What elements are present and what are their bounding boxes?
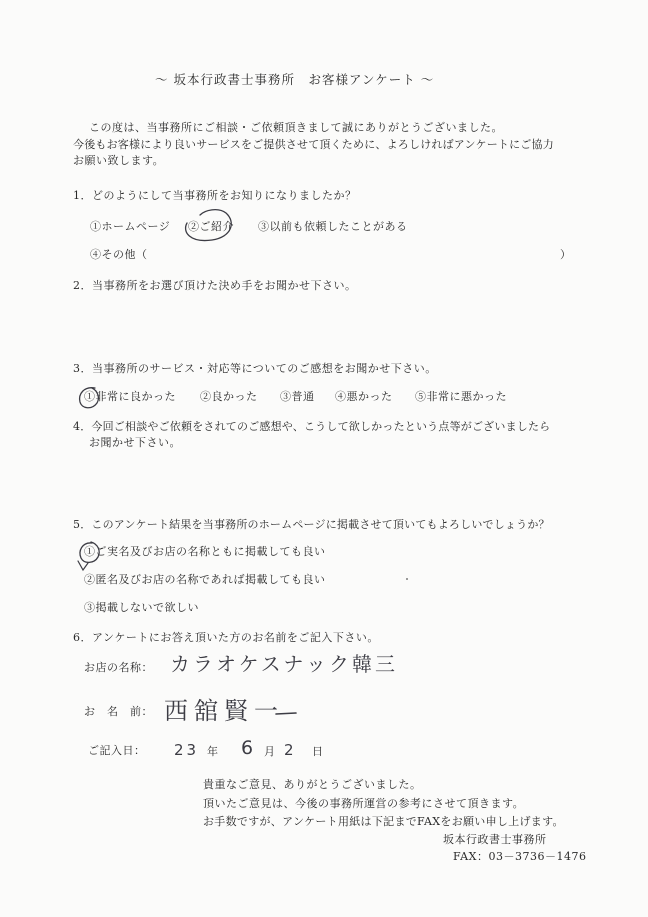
publish-circle-mark — [80, 542, 99, 562]
q3-option-very-bad: ⑤非常に悪かった — [415, 390, 507, 403]
q1-option-other-close: ） — [560, 248, 572, 261]
referral-circle-mark — [186, 210, 232, 241]
customer-name-handwritten: 西舘賢一 — [164, 697, 284, 725]
stray-dot — [406, 578, 408, 580]
q1-option-previous: ③以前も依頼したことがある — [258, 220, 408, 233]
q5-option-no-publish: ③掲載しないで欲しい — [84, 601, 199, 614]
q1-option-homepage: ①ホームページ — [90, 220, 171, 233]
year-label: 年 — [207, 745, 219, 758]
footer-fax-number: FAX：03－3736－1476 — [453, 850, 587, 863]
q3-option-average: ③普通 — [280, 390, 315, 403]
date-day-handwritten: 2 — [284, 741, 297, 759]
q2-question: 2．当事務所をお選び頂けた決め手をお聞かせ下さい。 — [73, 279, 357, 292]
footer-fax-request: お手数ですが、アンケート用紙は下記までFAXをお願い申し上げます。 — [203, 815, 564, 828]
q5-question: 5．このアンケート結果を当事務所のホームページに掲載させて頂いてもよろしいでしょうか？ — [73, 518, 550, 531]
customer-name-label: お 名 前： — [84, 705, 153, 718]
footer-office-name: 坂本行政書士事務所 — [443, 833, 547, 846]
q3-question: 3．当事務所のサービス・対応等についてのご感想をお聞かせ下さい。 — [73, 362, 437, 375]
q3-option-bad: ④悪かった — [335, 390, 393, 403]
intro-line-1: この度は、当事務所にご相談・ご依頼頂きまして誠にありがとうございました。 — [89, 121, 503, 134]
q5-option-full-name: ①ご実名及びお店の名称ともに掲載しても良い — [84, 545, 326, 558]
intro-line-3: お願い致します。 — [73, 154, 165, 167]
q1-option-referral: ②ご紹介 — [188, 220, 234, 233]
date-label: ご記入日： — [88, 744, 146, 757]
q6-question: 6．アンケートにお答え頂いた方のお名前をご記入下さい。 — [73, 631, 379, 644]
month-label: 月 — [264, 745, 276, 758]
q3-option-very-good: ①非常に良かった — [84, 390, 176, 403]
day-label: 日 — [312, 745, 324, 758]
footer-thanks: 貴重なご意見、ありがとうございました。 — [203, 778, 422, 791]
name-underline-dash — [276, 713, 296, 714]
q1-option-other: ④その他（ — [90, 248, 148, 261]
date-month-handwritten: 6 — [241, 737, 257, 759]
shop-name-label: お店の名称： — [84, 661, 153, 674]
q1-question: 1．どのようにして当事務所をお知りになりましたか？ — [73, 189, 357, 202]
q5-option-anonymous: ②匿名及びお店の名称であれば掲載しても良い — [84, 573, 326, 586]
footer-usage-note: 頂いたご意見は、今後の事務所運営の参考にさせて頂きます。 — [203, 797, 525, 810]
q4-question-line-1: 4．今回ご相談やご依頼をされてのご感想や、こうして欲しかったという点等がございましたら — [73, 420, 551, 433]
q4-question-line-2: お聞かせ下さい。 — [89, 436, 181, 449]
intro-line-2: 今後もお客様により良いサービスをご提供させて頂くために、よろしければアンケートにご協力 — [73, 138, 554, 151]
very-good-circle-mark — [80, 388, 99, 408]
shop-name-handwritten: カラオケスナック韓三 — [170, 652, 398, 676]
date-year-handwritten: 23 — [174, 741, 200, 759]
page-title: ～ 坂本行政書士事務所 お客様アンケート ～ — [155, 72, 435, 87]
q3-option-good: ②良かった — [200, 390, 258, 403]
